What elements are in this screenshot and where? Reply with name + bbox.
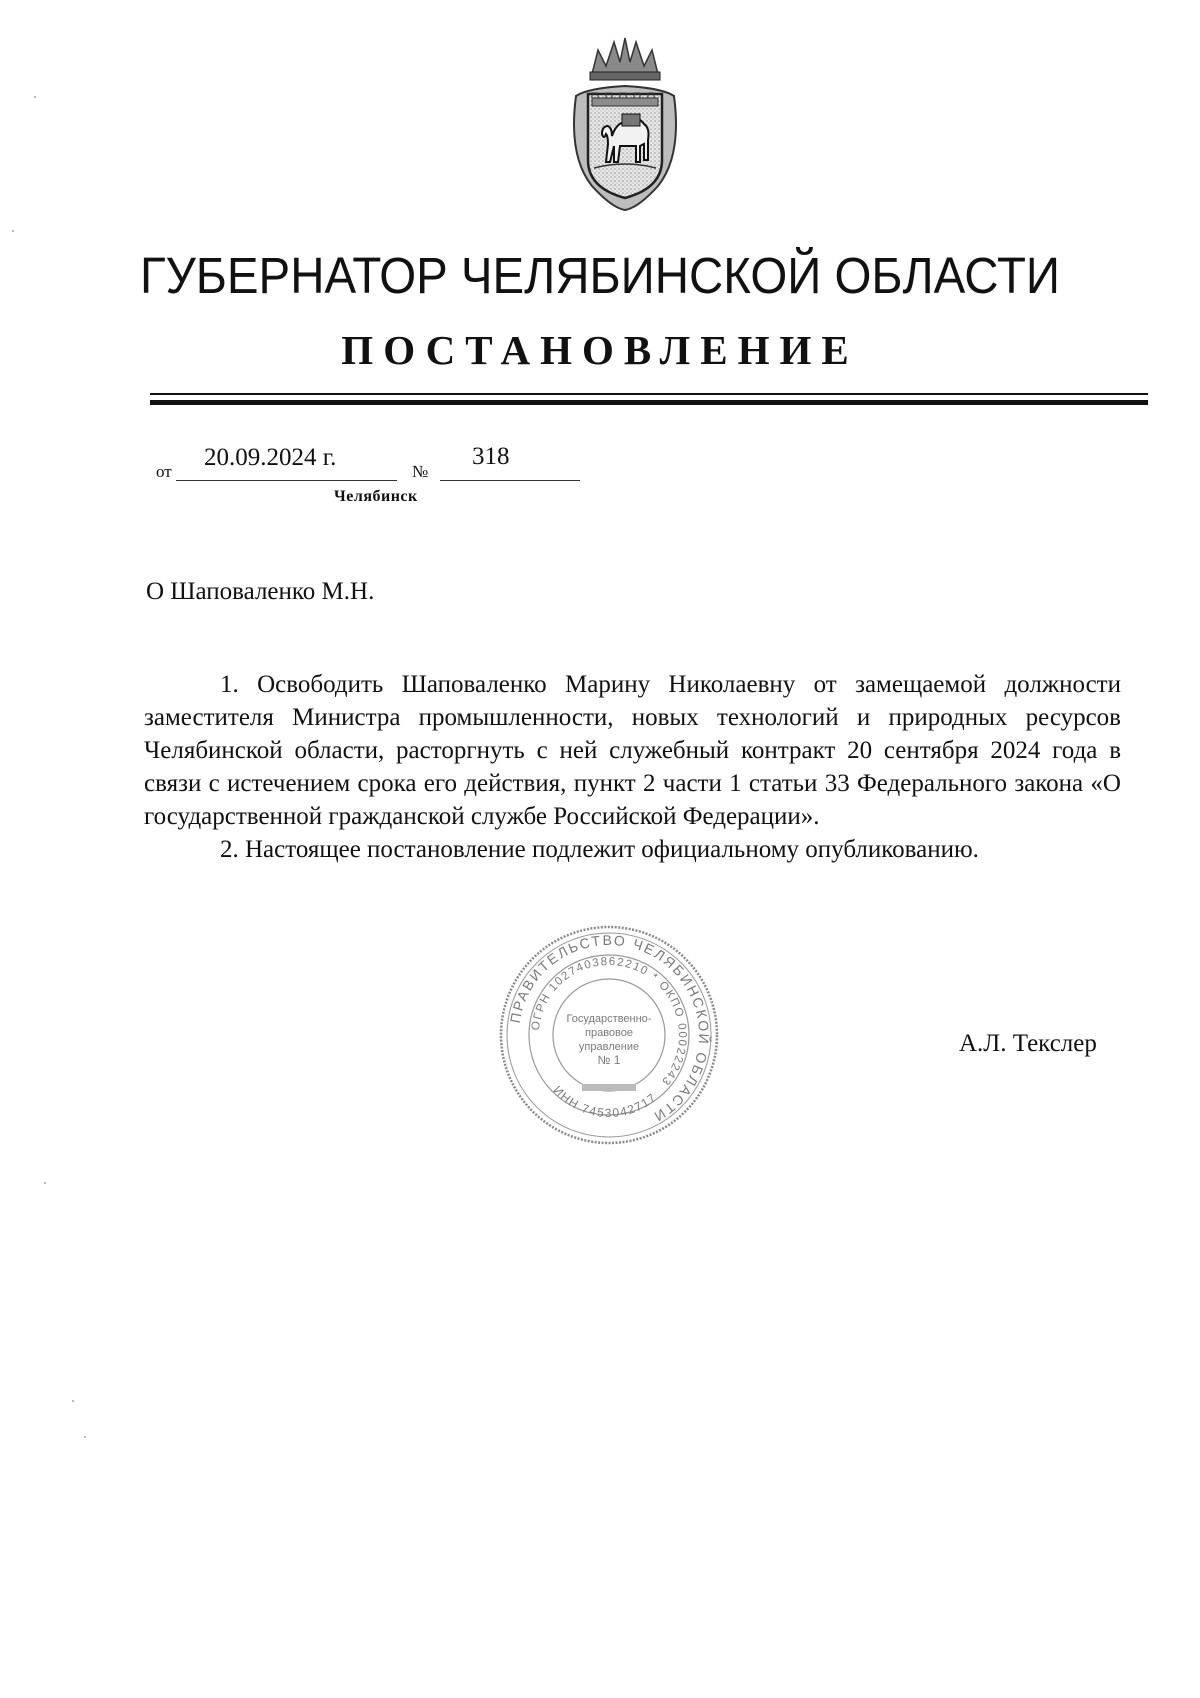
number-label: № xyxy=(412,462,429,481)
seal-center-line-4: № 1 xyxy=(597,1053,621,1067)
body-paragraph-2: 2. Настоящее постановление подлежит официальному опубликованию. xyxy=(220,836,979,863)
document-type: ПОСТАНОВЛЕНИЕ xyxy=(341,327,859,373)
document-subject: О Шаповаленко М.Н. xyxy=(146,578,375,605)
seal-center-line-3: управление xyxy=(578,1041,640,1053)
scan-speck xyxy=(44,1182,46,1184)
document-number: 318 xyxy=(472,443,510,470)
scan-speck xyxy=(34,96,36,98)
date-label: от xyxy=(156,462,172,481)
scan-speck xyxy=(12,230,14,232)
header-rule-thick xyxy=(150,400,1148,405)
date-underline xyxy=(176,480,397,481)
signatory-name: А.Л. Текслер xyxy=(959,1030,1097,1057)
document-date: 20.09.2024 г. xyxy=(204,444,337,471)
issue-city: Челябинск xyxy=(334,488,418,505)
seal-center-line-1: Государственно- xyxy=(566,1013,652,1025)
issuer-title: ГУБЕРНАТОР ЧЕЛЯБИНСКОЙ ОБЛАСТИ xyxy=(139,247,1061,304)
seal-center-line-2: правовое xyxy=(585,1027,633,1039)
seal-outer-ring-text: ПРАВИТЕЛЬСТВО ЧЕЛЯБИНСКОЙ ОБЛАСТИ xyxy=(506,931,713,1126)
document-body xyxy=(144,668,1121,866)
chelyabinsk-coat-of-arms-icon xyxy=(562,36,688,212)
seal-inn-text: ИНН 7453042717 xyxy=(550,1083,660,1121)
scan-speck xyxy=(72,1400,74,1402)
seal-middle-ring-text: ОГРН 1027403862210 * ОКПО 00022243 xyxy=(530,955,689,1088)
scan-speck xyxy=(84,1436,86,1438)
body-paragraph-1: 1. Освободить Шаповаленко Марину Николаевну от замещаемой должности заместителя Министра промышленности, новых технологий и природных ресурсов Челябинской области, расторгнуть с ней служебный контракт 20 сентября 2024 года в связи с истечением срока его действия, пункт 2 части 1 статьи 33 Федерального закона «О государственной гражданской службе Российской Федерации». xyxy=(144,671,1121,830)
number-underline xyxy=(440,480,580,481)
header-rule-thin xyxy=(150,393,1148,395)
official-seal-icon xyxy=(496,924,722,1146)
